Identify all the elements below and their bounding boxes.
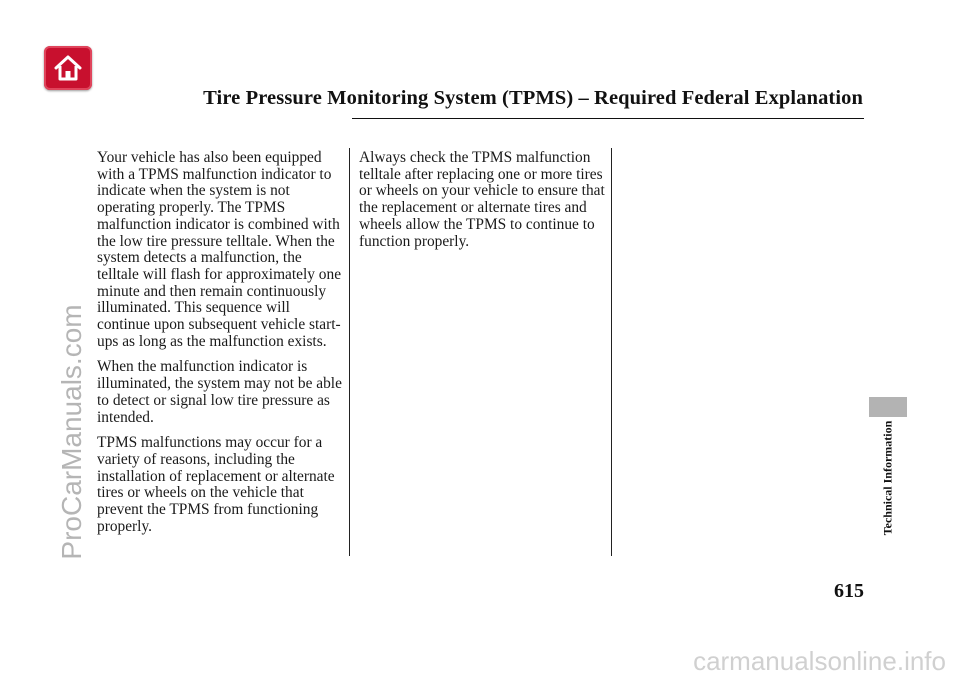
paragraph: Your vehicle has also been equipped with a TPMS malfunction indicator to indicate when the system is not operating properly. The TPMS malfunction indicator is combined with the low tire pressure telltale. When the system detects a malfunction, the telltale will flash for approximately one minute and then remain continuously illuminated. This sequence will continue upon subsequent vehicle start-ups as long as the malfunction exists.: [97, 149, 342, 350]
header-divider: [352, 118, 864, 119]
section-tab[interactable]: [869, 397, 907, 417]
text-column-2: [359, 150, 607, 259]
text-column-1: [97, 150, 345, 544]
home-button[interactable]: [44, 46, 92, 90]
watermark-left: ProCarManuals.com: [56, 304, 87, 560]
paragraph: TPMS malfunctions may occur for a variety of reasons, including the installation of replacement or alternate tires or wheels on the vehicle that prevent the TPMS from functioning properly.: [97, 434, 335, 535]
column-divider: [349, 148, 350, 556]
paragraph: When the malfunction indicator is illuminated, the system may not be able to detect or signal low tire pressure as intended.: [97, 358, 342, 426]
home-icon: [53, 54, 83, 82]
watermark-bottom: carmanualsonline.info: [693, 646, 946, 676]
page-title: Tire Pressure Monitoring System (TPMS) – Required Federal Explanation: [203, 87, 863, 109]
section-label: Technical Information: [880, 420, 895, 536]
page-number: 615: [834, 580, 864, 602]
column-divider: [611, 148, 612, 556]
paragraph: Always check the TPMS malfunction telltale after replacing one or more tires or wheels on your vehicle to ensure that the replacement or alternate tires and wheels allow the TPMS to continue to function properly.: [359, 149, 605, 250]
